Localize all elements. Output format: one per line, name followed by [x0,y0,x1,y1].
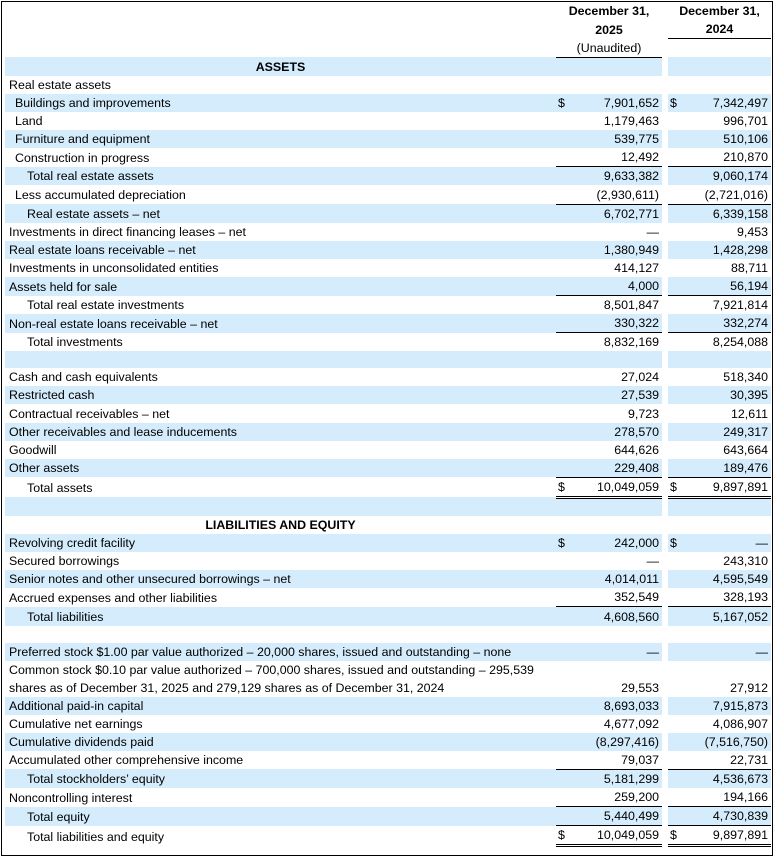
header-unaudited: (Unaudited) [556,39,662,58]
liabilities-title: LIABILITIES AND EQUITY [205,518,356,533]
table-row: Total real estate investments 8,501,847 7,921,814 [5,296,771,315]
table-row: Total real estate assets 9,633,382 9,060,174 [5,167,771,186]
header-row-1 [5,2,771,20]
currency-symbol: $ [556,534,578,552]
header-2024-year: 2024 [668,20,771,39]
table-row: Cash and cash equivalents 27,024 518,340 [5,368,771,386]
assets-title: ASSETS [5,57,556,76]
currency-symbol: $ [668,534,688,552]
table-row: Common stock $0.10 par value authorized – 700,000 shares, issued and outstanding – 295,539 shares as of December 31, 2025 and 279,129 shares as of December 31, 2024 29,553 27,912 [9,662,768,695]
table-row: Preferred stock $1.00 par value authorized – 20,000 shares, issued and outstanding – none — — [5,643,771,661]
table-row: Cumulative net earnings 4,677,092 4,086,907 [5,715,771,733]
spacer-row [5,351,771,368]
spacer-row [5,497,771,516]
header-row-2 [5,20,771,39]
table-row: Furniture and equipment 539,775 510,106 [5,130,771,148]
balance-sheet [1,1,773,856]
table-row: Total liabilities 4,608,560 5,167,052 [5,607,771,626]
header-2025-year-label: December 31, [568,4,650,19]
table-row: Real estate assets – net 6,702,771 6,339,158 [5,204,771,223]
table-row: Total investments 8,832,169 8,254,088 [5,333,771,352]
table-row: Revolving credit facility $ 242,000 $ — [5,534,771,552]
currency-symbol: $ [556,477,578,497]
table-row: Investments in direct financing leases – net — 9,453 [5,223,771,241]
table-row: Restricted cash 27,539 30,395 [5,386,771,404]
currency-symbol: $ [668,477,688,497]
table-row: Accrued expenses and other liabilities 352,549 328,193 [5,588,771,607]
balance-sheet-table [5,2,771,847]
table-row: Additional paid-in capital 8,693,033 7,915,873 [5,697,771,715]
table-row: Cumulative dividends paid (8,297,416) (7,516,750) [5,733,771,751]
table-row: Less accumulated depreciation (2,930,611) (2,721,016) [5,185,771,204]
spacer-row [5,626,771,643]
section-liabilities [5,516,771,534]
currency-symbol: $ [556,94,578,112]
section-assets [5,57,771,76]
table-row: Senior notes and other unsecured borrowings – net 4,014,011 4,595,549 [5,570,771,588]
table-row: Other receivables and lease inducements 278,570 249,317 [5,423,771,441]
table-row: Land 1,179,463 996,701 [5,112,771,130]
table-row: Secured borrowings — 243,310 [5,552,771,570]
currency-symbol: $ [668,826,688,846]
table-row: Goodwill 644,626 643,664 [5,441,771,459]
table-row: Total liabilities and equity $ 10,049,059 $ 9,897,891 [5,826,771,846]
currency-symbol: $ [556,826,578,846]
table-row: Assets held for sale 4,000 56,194 [5,277,771,296]
header-2025-year: 2025 [595,22,623,37]
table-row: Construction in progress 12,492 210,870 [5,148,771,167]
table-row: Total stockholders’ equity 5,181,299 4,536,673 [5,769,771,788]
table-row: Contractual receivables – net 9,723 12,611 [5,404,771,422]
currency-symbol: $ [668,94,688,112]
table-row: Other assets 229,408 189,476 [5,459,771,478]
table-row: Accumulated other comprehensive income 79,037 22,731 [5,751,771,770]
table-row: Investments in unconsolidated entities 414,127 88,711 [5,259,771,277]
table-row: Buildings and improvements $ 7,901,652 $ 7,342,497 [5,94,771,112]
table-row: Real estate assets [5,76,771,94]
table-row: Noncontrolling interest 259,200 194,166 [5,788,771,807]
table-row: Total assets $ 10,049,059 $ 9,897,891 [5,477,771,497]
table-row: Real estate loans receivable – net 1,380,949 1,428,298 [5,241,771,259]
header-row-3 [5,39,771,58]
header-2024-year-label: December 31, [679,4,760,19]
table-row: Total equity 5,440,499 4,730,839 [5,807,771,826]
table-row: Non-real estate loans receivable – net 330,322 332,274 [5,314,771,333]
